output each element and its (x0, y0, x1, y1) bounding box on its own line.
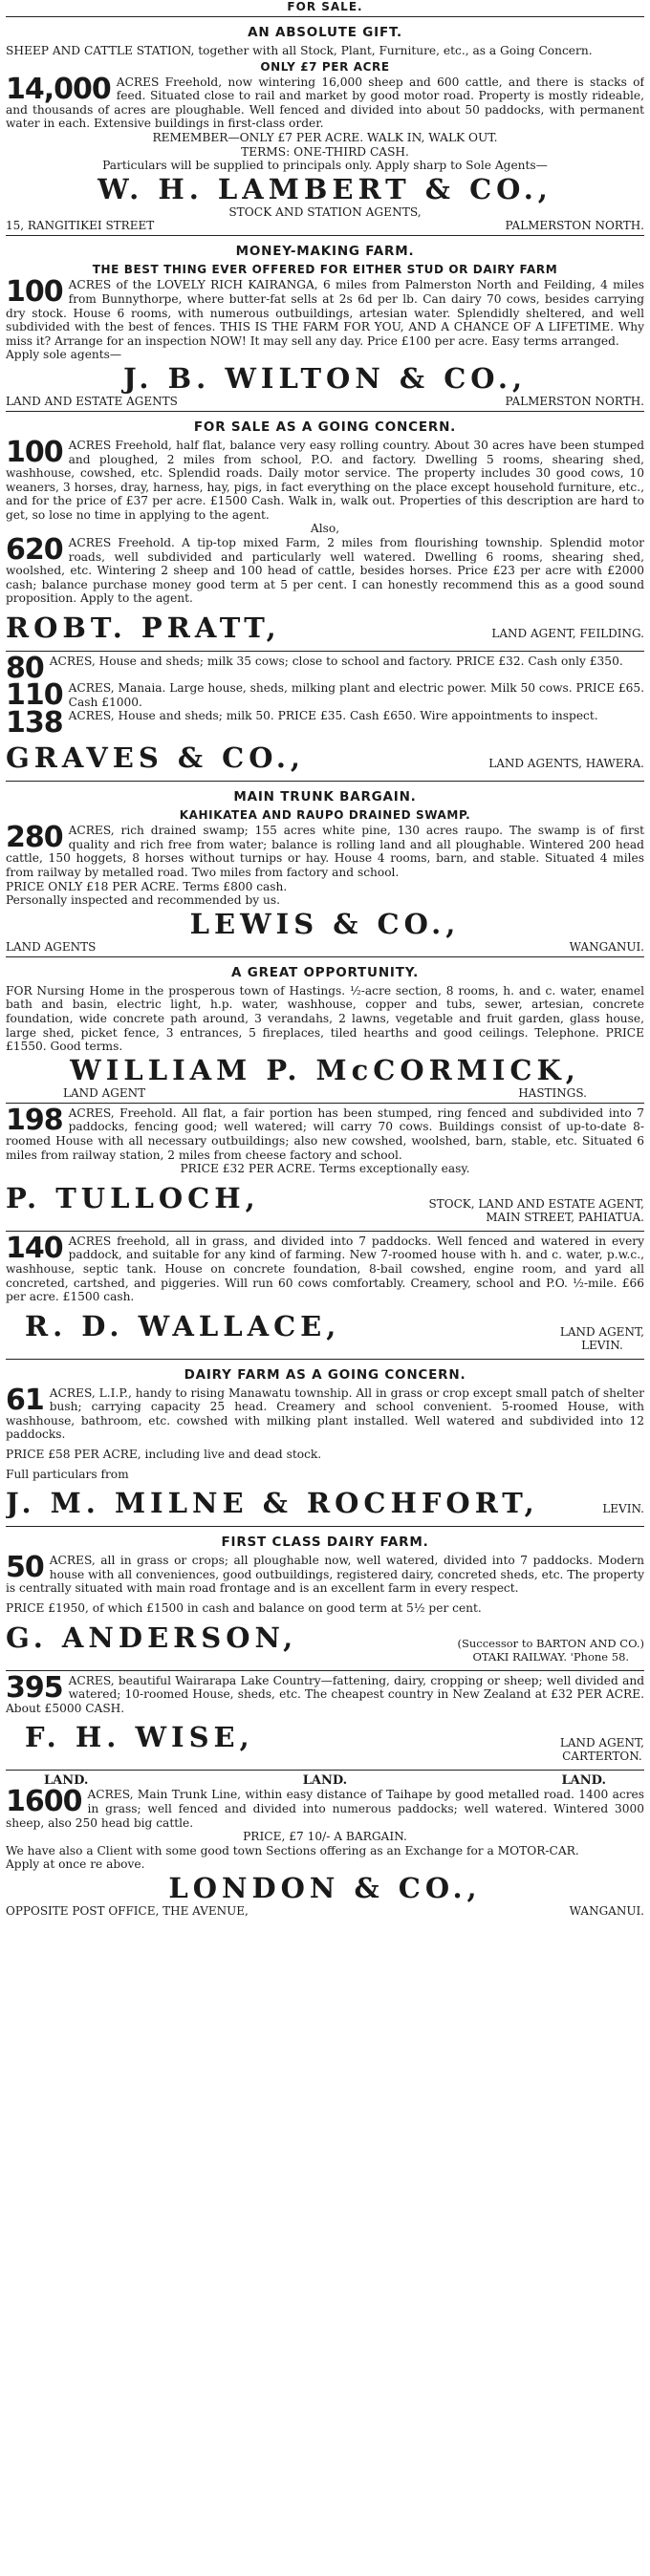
ad-land-heading (6, 1773, 644, 1788)
ad-great-opportunity (6, 960, 644, 1100)
address-right: WANGANUI. (569, 939, 644, 954)
ad-apply: Apply sole agents— (6, 348, 122, 362)
ad-absolute-gift (6, 20, 644, 232)
agent-location (560, 1736, 644, 1763)
ad-pahiatua-farm (6, 1106, 644, 1228)
acreage-figure: 138 (6, 709, 63, 737)
ad-first-class-dairy (6, 1530, 644, 1666)
ad-apply: Apply at once re above. (6, 1857, 145, 1872)
agent-location (457, 1637, 644, 1664)
ad-heading: MONEY-MAKING FARM. (235, 244, 415, 260)
agent-name: LEWIS & CO., (189, 907, 461, 940)
ad-body-text: ACRES Freehold, half flat, balance very easy rolling country. About 30 acres have been stumped and ploughed, 2 miles from school, P.O. and factory. Dwelling 5 rooms, shearing shed, washhouse, cowshed, etc. Splendid roads. Daily motor service. The property includes 30 good cows, 10 weaners, 3 horses, dray, harness, hay, pigs, in fact everything on the place except household furniture, etc., and for the price of £37 per acre. £1500 Cash. Walk in, walk out. Properties of this description are hard to get, so lose no time in applying to the agent. (6, 438, 644, 522)
ad-body (6, 72, 644, 131)
ad-body-text: ACRES Freehold. A tip-top mixed Farm, 2 miles from flourishing township. Splendid motor roads, well subdivided and particularly well watered. Dwelling 6 rooms, shearing shed, woolshed, etc. Wintering 2 sheep and 100 head of cattle, besides horses. Price £23 per acre with £2000 cash; balance purchase money good term at 5 per cent. I can honestly recommend this as a good sound proposition. Apply to the agent. (6, 536, 644, 606)
ad-heading: FOR SALE AS A GOING CONCERN. (193, 419, 457, 435)
ad-terms: TERMS: ONE-THIRD CASH. (241, 144, 409, 159)
acreage-figure: 61 (6, 1383, 44, 1417)
ad-body (6, 1674, 644, 1716)
land-label: LAND. (44, 1773, 89, 1789)
agent-line (6, 1721, 644, 1763)
agent-name: P. TULLOCH, (6, 1181, 260, 1214)
ad-price: PRICE £58 PER ACRE, including live and dead stock. (6, 1448, 322, 1462)
divider (6, 235, 644, 236)
ad-body (6, 821, 644, 879)
ad-heading: AN ABSOLUTE GIFT. (248, 25, 402, 40)
ad-heading: FIRST CLASS DAIRY FARM. (221, 1535, 429, 1551)
agent-name: G. ANDERSON, (6, 1621, 298, 1654)
top-heading: FOR SALE. (287, 0, 363, 13)
ad-body-text: ACRES freehold, all in grass, and divided into 7 paddocks. Well fenced and watered in every paddock, and suitable for any kind of farming. New 7-roomed house with h. and c. water, p.w.c., washhouse, septic tank. House on concrete foundation, 8-bail cowshed, engine room, and yard all concreted, cartshed, and piggeries. Will run 60 cows comfortably. Creamery, school and P.O. ½-mile. £66 per acre. £1500 cash. (6, 1234, 644, 1304)
acreage-figure: 14,000 (6, 72, 111, 106)
ad-body-text: ACRES, Main Trunk Line, within easy distance of Taihape by good metalled road. 1400 acres in grass; well fenced and divided into numerous paddocks; well watered. Wintered 3000 sheep, also 250 head big cattle. (6, 1788, 644, 1830)
divider (6, 16, 644, 17)
ad-body-text: ACRES, Manaia. Large house, sheds, milking plant and electric power. Milk 50 cows. PRICE £65. Cash £1000. (68, 681, 644, 709)
address-left: 15, RANGITIKEI STREET (6, 219, 155, 233)
agent-line (6, 1182, 644, 1224)
ad-body (6, 1551, 644, 1596)
agent-location: LAND AGENTS, HAWERA. (488, 757, 644, 771)
agent-location-line: MAIN STREET, PAHIATUA. (486, 1210, 644, 1224)
ad-price: PRICE £32 PER ACRE. Terms exceptionally easy. (180, 1162, 470, 1176)
agent-name: W. H. LAMBERT & CO., (98, 172, 552, 205)
ad-subheading: ONLY £7 PER ACRE (260, 59, 390, 74)
ad-body-text: ACRES, House and sheds; milk 50. PRICE £35. Cash £650. Wire appointments to inspect. (68, 709, 598, 723)
ad-line: SHEEP AND CATTLE STATION, together with all Stock, Plant, Furniture, etc., as a Going Concern. (6, 44, 593, 57)
agent-location-line: LEVIN. (581, 1338, 623, 1352)
ad-note: We have also a Client with some good town Sections offering as an Exchange for a MOTOR-CAR. (6, 1843, 579, 1857)
agent-line (6, 741, 644, 774)
agent-name: J. B. WILTON & CO., (122, 361, 528, 395)
ad-levin-farm (6, 1234, 644, 1356)
agent-location-line: LAND AGENT, (559, 1324, 644, 1339)
agent-address (6, 940, 644, 954)
acreage-figure: 100 (6, 435, 63, 469)
address-left: LAND AND ESTATE AGENTS (6, 394, 178, 408)
agent-address (6, 1086, 644, 1100)
land-label: LAND. (561, 1773, 606, 1789)
ad-body-text: ACRES, all in grass or crops; all ploughable now, well watered, divided into 7 paddocks. Modern house with all conveniences, good outbuildings, registered dairy, concreted sheds, etc. The property is centrally situated with main road frontage and is an excellent farm in every respect. (6, 1554, 644, 1596)
agent-line (6, 612, 644, 644)
agent-location (429, 1197, 645, 1224)
agent-line (6, 1487, 644, 1519)
ad-money-making-farm (6, 239, 644, 408)
acreage-figure: 198 (6, 1106, 63, 1137)
ad-body-text: ACRES, L.I.P., handy to rising Manawatu township. All in grass or crop except small patch of shelter bush; carrying capacity 25 head. Creamery and school convenient. 5-roomed House, with washhouse, bathroom, etc. cowshed with milking plant installed. Well watered and subdivided into 12 paddocks. (6, 1385, 644, 1442)
divider (6, 1526, 644, 1527)
agent-location-line: (Successor to BARTON AND CO.) (457, 1636, 644, 1650)
ad-subheading: KAHIKATEA AND RAUPO DRAINED SWAMP. (179, 808, 471, 823)
agent-name: J. M. MILNE & ROCHFORT, (6, 1487, 539, 1520)
ad-body-text: ACRES, beautiful Wairarapa Lake Country—fattening, dairy, cropping or sheep; well divided and watered; 10-roomed House, sheds, etc. The cheapest country in New Zealand at £32 PER ACRE. About £5000 CASH. (6, 1673, 644, 1715)
land-label: LAND. (302, 1773, 348, 1789)
ad-body (6, 1383, 644, 1442)
ad-price: PRICE ONLY £18 PER ACRE. Terms £800 cash. (6, 879, 288, 893)
address-left: LAND AGENT (63, 1085, 146, 1100)
divider (6, 1770, 644, 1771)
address-right: PALMERSTON NORTH. (505, 219, 644, 233)
ad-wairarapa (6, 1674, 644, 1768)
ad-body-text: ACRES Freehold, now wintering 16,000 sheep and 600 cattle, and there is stacks of feed. Situated close to rail and market by good motor road. Property is mostly rideable, and thousands of acres are ploughable. Well fenced and divided into about 50 paddocks, with permanent water in each. Extensive buildings in first-class order. (6, 75, 644, 131)
divider (6, 781, 644, 782)
ad-body (6, 1106, 644, 1162)
ad-price: PRICE, £7 10/- A BARGAIN. (243, 1830, 407, 1844)
ad-heading: A GREAT OPPORTUNITY. (230, 964, 420, 980)
ad-body (6, 1234, 644, 1304)
ad-heading: DAIRY FARM AS A GOING CONCERN. (184, 1366, 466, 1383)
acreage-figure: 140 (6, 1234, 63, 1265)
agent-address (6, 1904, 644, 1918)
ad-particulars: Full particulars from (6, 1467, 129, 1481)
acreage-figure: 110 (6, 681, 63, 710)
ad-hawera-farms (6, 655, 644, 778)
agent-location: LEVIN. (602, 1502, 644, 1516)
agent-subtitle: STOCK AND STATION AGENTS, (228, 204, 422, 219)
agent-location (560, 1325, 644, 1352)
acreage-figure: 280 (6, 821, 63, 855)
ad-body-text: ACRES, rich drained swamp; 155 acres white pine, 130 acres raupo. The swamp is of first quality and rich free from water; balance is rolling land and all ploughable. Wintered 200 head cattle, 150 hoggets, 8 horses without turnips or hay. House 4 rooms, barn, and stable. Situated 4 miles from railway by metalled road. Two miles from factory and school. (6, 824, 644, 879)
divider (6, 956, 644, 957)
agent-name: ROBT. PRATT, (6, 612, 281, 645)
agent-location: LAND AGENT, FEILDING. (491, 627, 644, 641)
agent-location-line: STOCK, LAND AND ESTATE AGENT, (428, 1196, 644, 1211)
divider (6, 411, 644, 412)
agent-location-line: CARTERTON. (562, 1750, 642, 1764)
ad-particulars: Particulars will be supplied to principals only. Apply sharp to Sole Agents— (102, 159, 548, 173)
ad-line: REMEMBER—ONLY £7 PER ACRE. WALK IN, WALK OUT. (152, 130, 498, 144)
address-left: LAND AGENTS (6, 939, 97, 954)
divider (6, 651, 644, 652)
divider (6, 1231, 644, 1232)
ad-body (6, 681, 644, 709)
acreage-figure: 620 (6, 533, 63, 568)
ad-dairy-going-concern (6, 1363, 644, 1524)
ad-body (6, 709, 644, 736)
acreage-figure: 1600 (6, 1785, 82, 1819)
address-left: OPPOSITE POST OFFICE, THE AVENUE, (6, 1903, 249, 1918)
ad-body-text: FOR Nursing Home in the prosperous town of Hastings. ½-acre section, 8 rooms, h. and c. water, enamel bath and basin, electric light, h.p. water, washhouse, copper and tubs, sewer, artesian, concrete foundation, wide concrete path around, 3 verandahs, 2 lawns, vegetable and fruit garden, glass house, large shed, picket fence, 3 entrances, 5 fireplaces, tiled hearths and good ceilings. Telephone. PRICE £1550. Good terms. (6, 983, 644, 1054)
ad-body-text: ACRES, Freehold. All flat, a fair portion has been stumped, ring fenced and subdivided into 7 paddocks, fencing good; well watered; will carry 70 cows. Buildings consist of up-to-date 8-roomed House with all necessary outbuildings; also new cowshed, woolshed, barn, stable, etc. Situated 6 miles from railway station, 2 miles from cheese factory and school. (6, 1106, 644, 1162)
acreage-figure: 50 (6, 1551, 44, 1585)
acreage-figure: 100 (6, 275, 63, 310)
divider (6, 1359, 644, 1360)
divider (6, 1103, 644, 1104)
ad-subheading: THE BEST THING EVER OFFERED FOR EITHER STUD OR DAIRY FARM (92, 263, 558, 277)
address-right: PALMERSTON NORTH. (505, 394, 644, 408)
address-right: WANGANUI. (569, 1903, 644, 1918)
agent-name: LONDON & CO., (168, 1871, 482, 1904)
ad-note: Personally inspected and recommended by us. (6, 893, 280, 908)
agent-name: GRAVES & CO., (6, 741, 306, 775)
agent-name: WILLIAM P. McCORMICK, (70, 1053, 580, 1086)
agent-address (6, 219, 644, 232)
agent-location-line: OTAKI RAILWAY. 'Phone 58. (472, 1649, 630, 1664)
agent-line (6, 1310, 644, 1352)
agent-location-line: LAND AGENT, (559, 1736, 644, 1750)
acreage-figure: 80 (6, 655, 44, 682)
ad-body (6, 275, 644, 348)
agent-address (6, 395, 644, 408)
ad-body (6, 655, 644, 681)
ad-going-concern (6, 415, 644, 648)
ad-body-text: ACRES of the LOVELY RICH KAIRANGA, 6 miles from Palmerston North and Feilding, 4 miles from Bunnythorpe, where butter-fat sells at 2s 6d per lb. Can dairy 70 cows, besides carrying dry stock. House 6 rooms, with numerous outbuildings, artesian water. Splendidly sheltered, and well subdivided with the best of fences. THIS IS THE FARM FOR YOU, AND A CHANCE OF A LIFETIME. Why miss it? Arrange for an inspection NOW! It may sell any day. Price £100 per acre. Easy terms arranged. (6, 278, 644, 348)
acreage-figure: 395 (6, 1673, 63, 1705)
ad-main-trunk-bargain (6, 784, 644, 954)
ad-body (6, 533, 644, 606)
ad-price: PRICE £1950, of which £1500 in cash and balance on good term at 5½ per cent. (6, 1601, 482, 1616)
ad-body-text: ACRES, House and sheds; milk 35 cows; close to school and factory. PRICE £32. Cash only £350. (49, 655, 623, 669)
agent-name: F. H. WISE, (25, 1721, 254, 1754)
agent-name: R. D. WALLACE, (25, 1309, 341, 1342)
ad-taihape-land (6, 1773, 644, 1918)
ad-heading: MAIN TRUNK BARGAIN. (233, 789, 417, 805)
address-right: HASTINGS. (518, 1085, 587, 1100)
ad-body (6, 435, 644, 523)
ad-also: Also, (310, 522, 340, 536)
agent-line (6, 1621, 644, 1664)
divider (6, 1670, 644, 1671)
ad-body (6, 1785, 644, 1830)
